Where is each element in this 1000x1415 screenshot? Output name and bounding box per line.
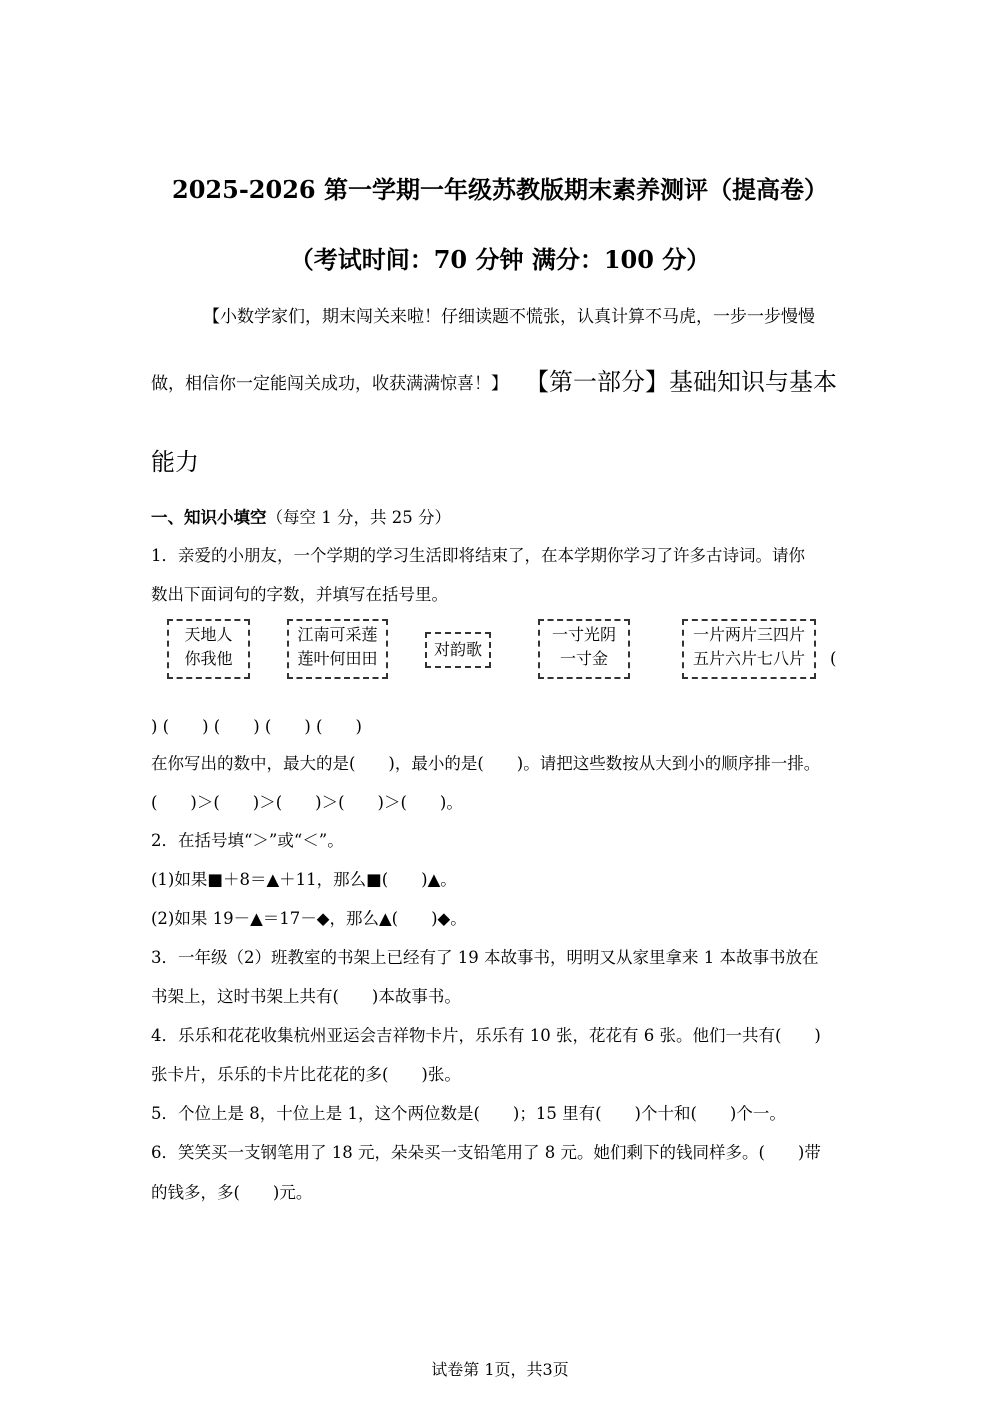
answer-paren-open: ( [830, 649, 837, 668]
poem-box-3 [425, 632, 491, 668]
poem-box-4-line-1: 一寸光阴 [551, 625, 616, 644]
section-score-note: （每空 1 分，共 25 分） [266, 508, 451, 527]
question-2-line-1: 2．在括号填“＞”或“＜”。 [151, 831, 344, 850]
poem-box-1 [167, 619, 250, 679]
intro-line-1: 【小数学家们，期末闯关来啦！仔细读题不慌张，认真计算不马虎，一步一步慢慢 [203, 307, 815, 327]
section-title: 一、知识小填空 [151, 508, 267, 527]
poem-box-5-line-1: 一片两片三四片 [692, 625, 805, 644]
question-4-line-1: 4．乐乐和花花收集杭州亚运会吉祥物卡片，乐乐有 10 张，花花有 6 张。他们一共有( ) [151, 1026, 821, 1045]
poem-box-3-line-1: 对韵歌 [433, 640, 482, 659]
poem-box-4-line-2: 一寸金 [559, 649, 608, 668]
question-6-line-1: 6．笑笑买一支钢笔用了 18 元，朵朵买一支铅笔用了 8 元。她们剩下的钱同样多。( )带 [151, 1143, 821, 1162]
question-1-line-1: 1．亲爱的小朋友，一个学期的学习生活即将结束了，在本学期你学习了许多古诗词。请你 [151, 546, 805, 565]
question-6-line-2: 的钱多，多( )元。 [151, 1183, 313, 1202]
poem-box-1-line-2: 你我他 [184, 649, 233, 668]
question-5-line-1: 5．个位上是 8，十位上是 1，这个两位数是( )；15 里有( )个十和( )个一。 [151, 1104, 786, 1123]
poem-box-2 [287, 619, 388, 679]
question-1-line-2: 数出下面词句的字数，并填写在括号里。 [151, 585, 448, 604]
part-heading-continued: 能力 [151, 448, 199, 476]
question-1-compare: 在你写出的数中，最大的是( )，最小的是( )。请把这些数按从大到小的顺序排一排。 [151, 754, 821, 773]
poem-box-4 [538, 619, 630, 679]
page-title: 2025-2026 第一学期一年级苏教版期末素养测评（提高卷） [172, 175, 828, 204]
section-heading [151, 504, 451, 528]
part-heading: 【第一部分】基础知识与基本 [525, 368, 837, 396]
question-3-line-2: 书架上，这时书架上共有( )本故事书。 [151, 987, 461, 1006]
poem-box-5-line-2: 五片六片七八片 [692, 649, 805, 668]
poem-box-1-line-1: 天地人 [184, 625, 233, 644]
question-4-line-2: 张卡片，乐乐的卡片比花花的多( )张。 [151, 1065, 461, 1084]
question-2-sub-1: (1)如果■＋8＝▲＋11，那么■( )▲。 [151, 870, 457, 889]
poem-box-2-line-1: 江南可采莲 [297, 625, 378, 644]
poem-box-5 [682, 619, 816, 679]
question-1-order[interactable]: ( )＞( )＞( )＞( )＞( )。 [151, 793, 463, 812]
page-footer: 试卷第 1页，共3页 [431, 1360, 569, 1379]
question-1-answer-blanks[interactable]: ) ( ) ( ) ( ) ( ) [151, 717, 362, 736]
question-2-sub-2: (2)如果 19－▲＝17－◆，那么▲( )◆。 [151, 909, 467, 928]
exam-info-subtitle: （考试时间：70 分钟 满分：100 分） [289, 245, 711, 274]
question-3-line-1: 3．一年级（2）班教室的书架上已经有了 19 本故事书，明明又从家里拿来 1 本故事书放在 [151, 948, 819, 967]
poem-box-2-line-2: 莲叶何田田 [297, 649, 378, 668]
intro-line-2: 做，相信你一定能闯关成功，收获满满惊喜！】 [151, 374, 508, 394]
